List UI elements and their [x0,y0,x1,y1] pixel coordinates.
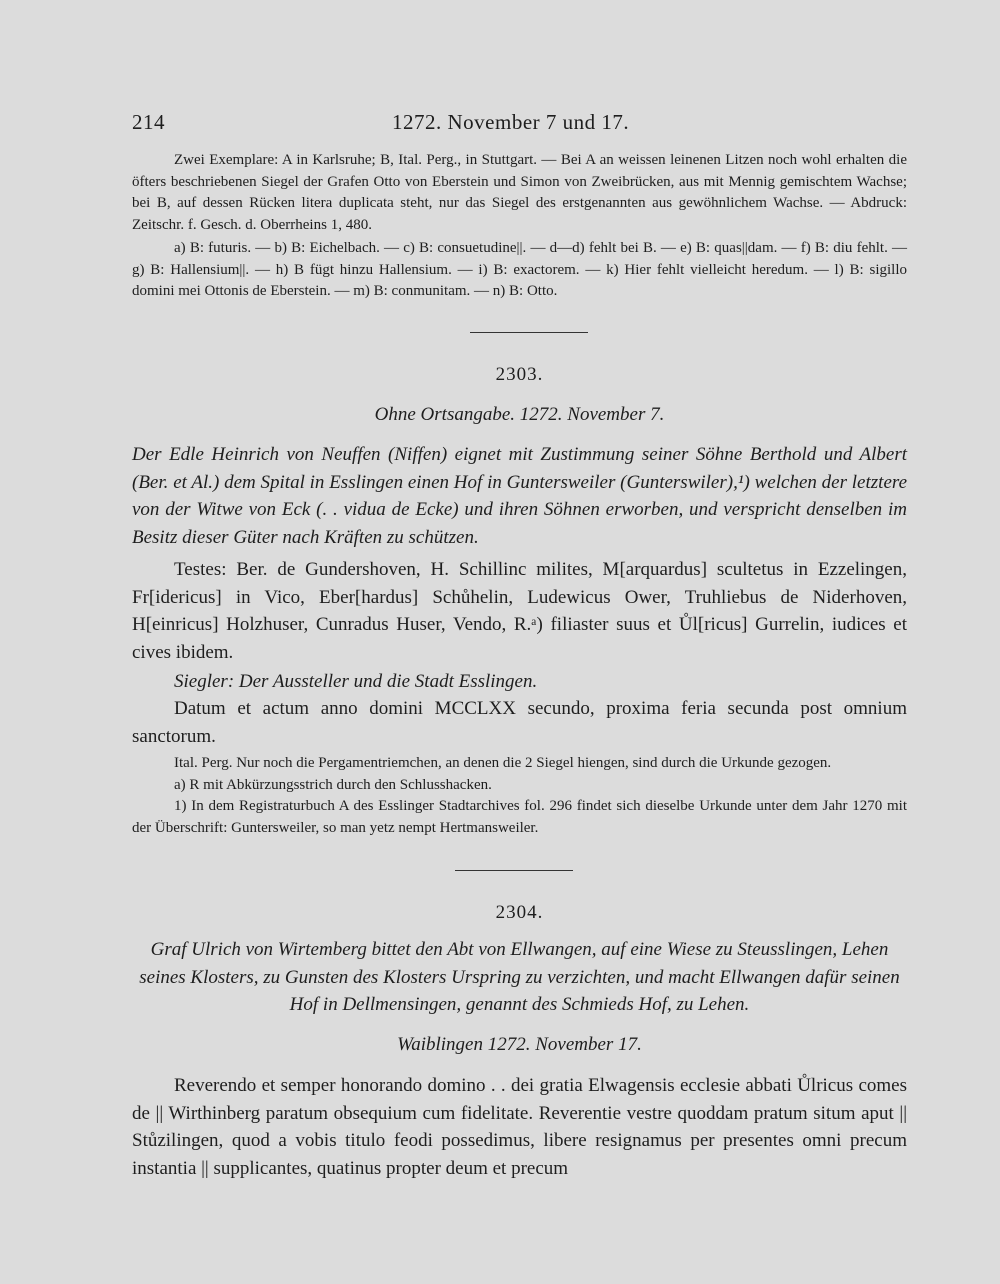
doc-2303-notes [132,753,907,839]
doc-2304-regest: Graf Ulrich von Wirtemberg bittet den Abt von Ellwangen, auf eine Wiese zu Steusslingen, Lehen seines Klosters, zu Gunsten des Klosters Urspring zu verzichten, und macht Ellwangen dafür seinen Hof in Dellmensingen, genannt des Schmieds Hof, zu Lehen. [139,939,900,1015]
note-exemplare: Zwei Exemplare: A in Karlsruhe; B, Ital. Perg., in Stuttgart. — Bei A an weissen leinenen Litzen noch wohl erhalten die öfters beschriebenen Siegel der Grafen Otto von Eberstein und Simon von Zweibrücken, aus mit Mennig gemischtem Wachse; bei B, auf dessen Rücken litera duplicata steht, nur das Siegel des erstgenannten aus gewöhnlichem Wachse. — Abdruck: Zeitschr. f. Gesch. d. Oberrheins 1, 480. [132,152,907,233]
running-title: 1272. November 7 und 17. [392,110,630,134]
doc-2303-place-date: Ohne Ortsangabe. 1272. November 7. [374,404,665,425]
note-1: 1) In dem Registraturbuch A des Esslinger Stadtarchives fol. 296 findet sich dieselbe Urkunde unter dem Jahr 1270 mit der Überschrift: Guntersweiler, so man yetz nempt Hertmansweiler. [132,798,907,836]
doc-number-2304: 2304. [495,902,544,923]
notes-top [132,150,907,303]
doc-2304-text: Reverendo et semper honorando domino . . dei gratia Elwagensis ecclesie abbati Ůlricus comes de || Wirthinberg paratum obsequium cum fidelitate. Reverentie vestre quoddam pratum situm aput || Stůzilingen, quod a vobis titulo feodi possedimus, libere resignamus per presentes omni precum instantia || supplicantes, quatinus propter deum et precum [132,1075,907,1179]
doc-2303-datum: Datum et actum anno domini MCCLXX secundo, proxima feria secunda post omnium sanctorum. [132,698,907,747]
note-ital-perg: Ital. Perg. Nur noch die Pergamentriemchen, an denen die 2 Siegel hiengen, sind durch die Urkunde gezogen. [174,755,832,771]
doc-2303-testes: Testes: Ber. de Gundershoven, H. Schillinc milites, M[arquardus] scultetus in Ezzelingen, Fr[idericus] in Vico, Eber[hardus] Schůhelin, Ludewicus Ower, Truhliebus de Niderhoven, H[einricus] Holzhuser, Cunradus Huser, Vendo, R.ᵃ) filiaster suus et Ůl[ricus] Gurrelin, iudices et cives ibidem. [132,559,907,663]
page-number: 214 [132,110,165,134]
doc-number-2303: 2303. [495,364,544,385]
doc-2304-place-date: Waiblingen 1272. November 17. [397,1034,642,1055]
note-variants: a) B: futuris. — b) B: Eichelbach. — c) B: consuetudine||. — d—d) fehlt bei B. — e) B: quas||dam. — f) B: diu fehlt. — g) B: Hallensium||. — h) B fügt hinzu Hallensium. — i) B: exactorem. — k) Hier fehlt vielleicht heredum. — l) B: sigillo domini mei Ottonis de Eberstein. — m) B: conmunitam. — n) B: Otto. [132,240,907,299]
section-divider [470,332,588,333]
doc-2303-regest: Der Edle Heinrich von Neuffen (Niffen) eignet mit Zustimmung seiner Söhne Berthold und Albert (Ber. et Al.) dem Spital in Esslingen einen Hof in Guntersweiler (Gunterswiler),¹) welchen der letztere von der Witwe von Eck (. . vidua de Ecke) und ihren Söhnen erworben, und verspricht denselben im Besitz dieser Güter nach Kräften zu schützen. [132,444,907,548]
note-a: a) R mit Abkürzungsstrich durch den Schlusshacken. [174,776,492,793]
section-divider [455,870,573,871]
doc-2303-siegler: Siegler: Der Aussteller und die Stadt Esslingen. [174,671,538,692]
page-header [132,110,907,135]
